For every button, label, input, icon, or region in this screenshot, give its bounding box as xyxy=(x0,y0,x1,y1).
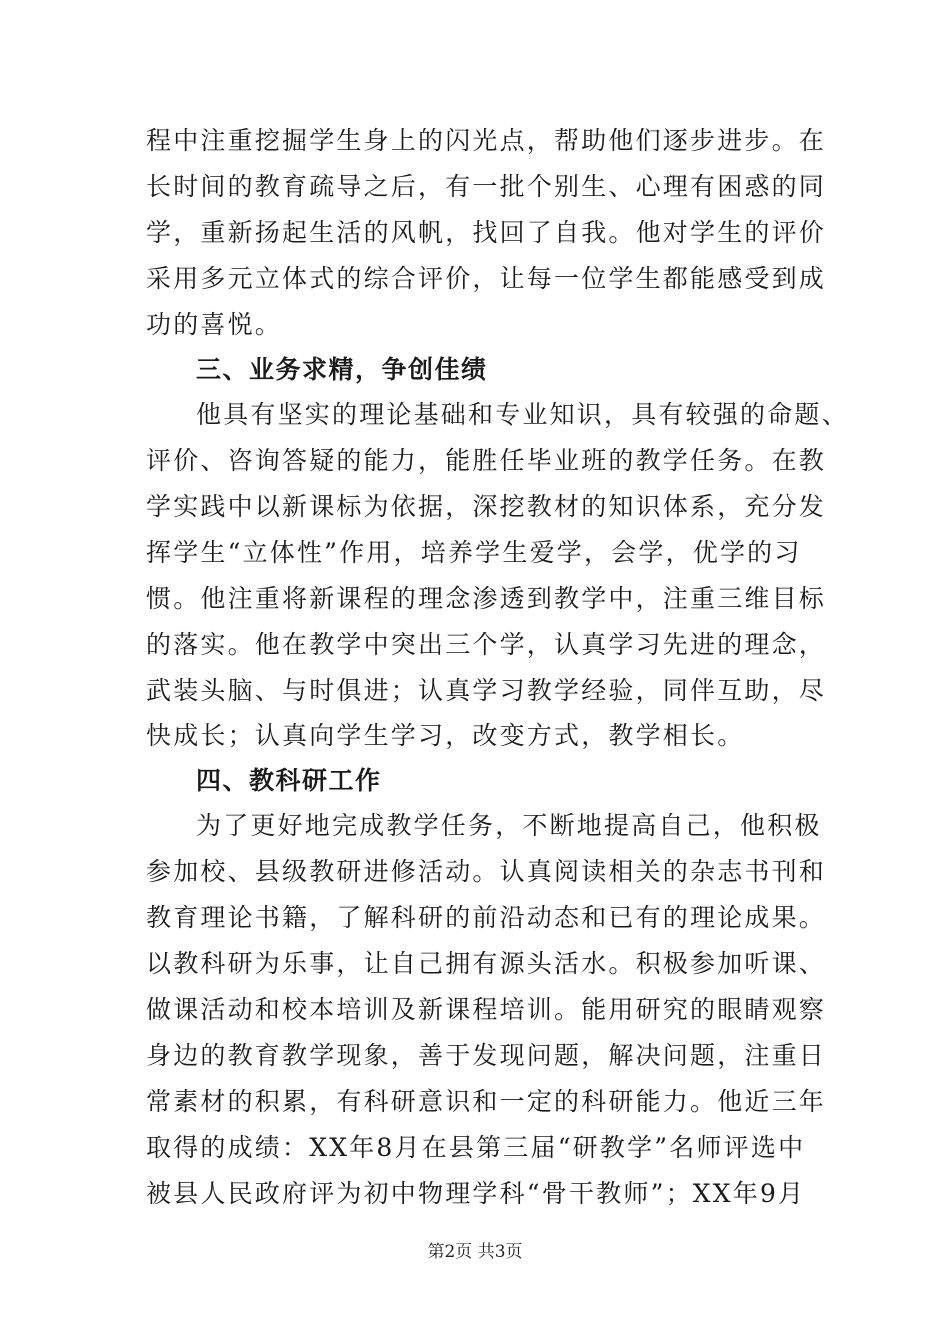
paragraph-line: 取得的成绩：XX年8月在县第三届“研教学”名师评选中 xyxy=(146,1133,806,1162)
paragraph-line: 的落实。他在教学中突出三个学，认真学习先进的理念， xyxy=(146,630,827,659)
paragraph-line: 常素材的积累，有科研意识和一定的科研能力。他近三年 xyxy=(146,1087,827,1116)
paragraph-line: 快成长；认真向学生学习，改变方式，教学相长。 xyxy=(146,721,745,750)
paragraph-line: 他具有坚实的理论基础和专业知识，具有较强的命题、 xyxy=(196,400,849,429)
section-heading: 三、业务求精，争创佳绩 xyxy=(196,355,488,384)
paragraph-line: 功的喜悦。 xyxy=(146,310,283,339)
paragraph-line: 学，重新扬起生活的风帆，找回了自我。他对学生的评价 xyxy=(146,218,827,247)
paragraph-line: 以教科研为乐事，让自己拥有源头活水。积极参加听课、 xyxy=(146,949,827,978)
paragraph-line: 采用多元立体式的综合评价，让每一位学生都能感受到成 xyxy=(146,264,827,293)
paragraph-line: 被县人民政府评为初中物理学科“骨干教师”；XX年9月 xyxy=(146,1179,806,1208)
paragraph-line: 评价、咨询答疑的能力，能胜任毕业班的教学任务。在教 xyxy=(146,446,827,475)
paragraph-line: 为了更好地完成教学任务，不断地提高自己，他积极 xyxy=(196,811,822,840)
section-heading: 四、教科研工作 xyxy=(196,766,382,795)
paragraph-line: 挥学生“立体性”作用，培养学生爱学，会学，优学的习 xyxy=(146,538,802,567)
paragraph-line: 做课活动和校本培训及新课程培训。能用研究的眼睛观察 xyxy=(146,995,827,1024)
paragraph-line: 武装头脑、与时俱进；认真学习教学经验，同伴互助，尽 xyxy=(146,676,827,705)
paragraph-line: 程中注重挖掘学生身上的闪光点，帮助他们逐步进步。在 xyxy=(146,126,827,155)
page-number-footer: 第2页 共3页 xyxy=(427,1242,523,1262)
paragraph-line: 身边的教育教学现象，善于发现问题，解决问题，注重日 xyxy=(146,1041,827,1070)
paragraph-line: 惯。他注重将新课程的理念渗透到教学中，注重三维目标 xyxy=(146,584,827,613)
paragraph-line: 长时间的教育疏导之后，有一批个别生、心理有困惑的同 xyxy=(146,172,827,201)
paragraph-line: 参加校、县级教研进修活动。认真阅读相关的杂志书刊和 xyxy=(146,857,827,886)
paragraph-line: 学实践中以新课标为依据，深挖教材的知识体系，充分发 xyxy=(146,492,827,521)
paragraph-line: 教育理论书籍，了解科研的前沿动态和已有的理论成果。 xyxy=(146,903,827,932)
